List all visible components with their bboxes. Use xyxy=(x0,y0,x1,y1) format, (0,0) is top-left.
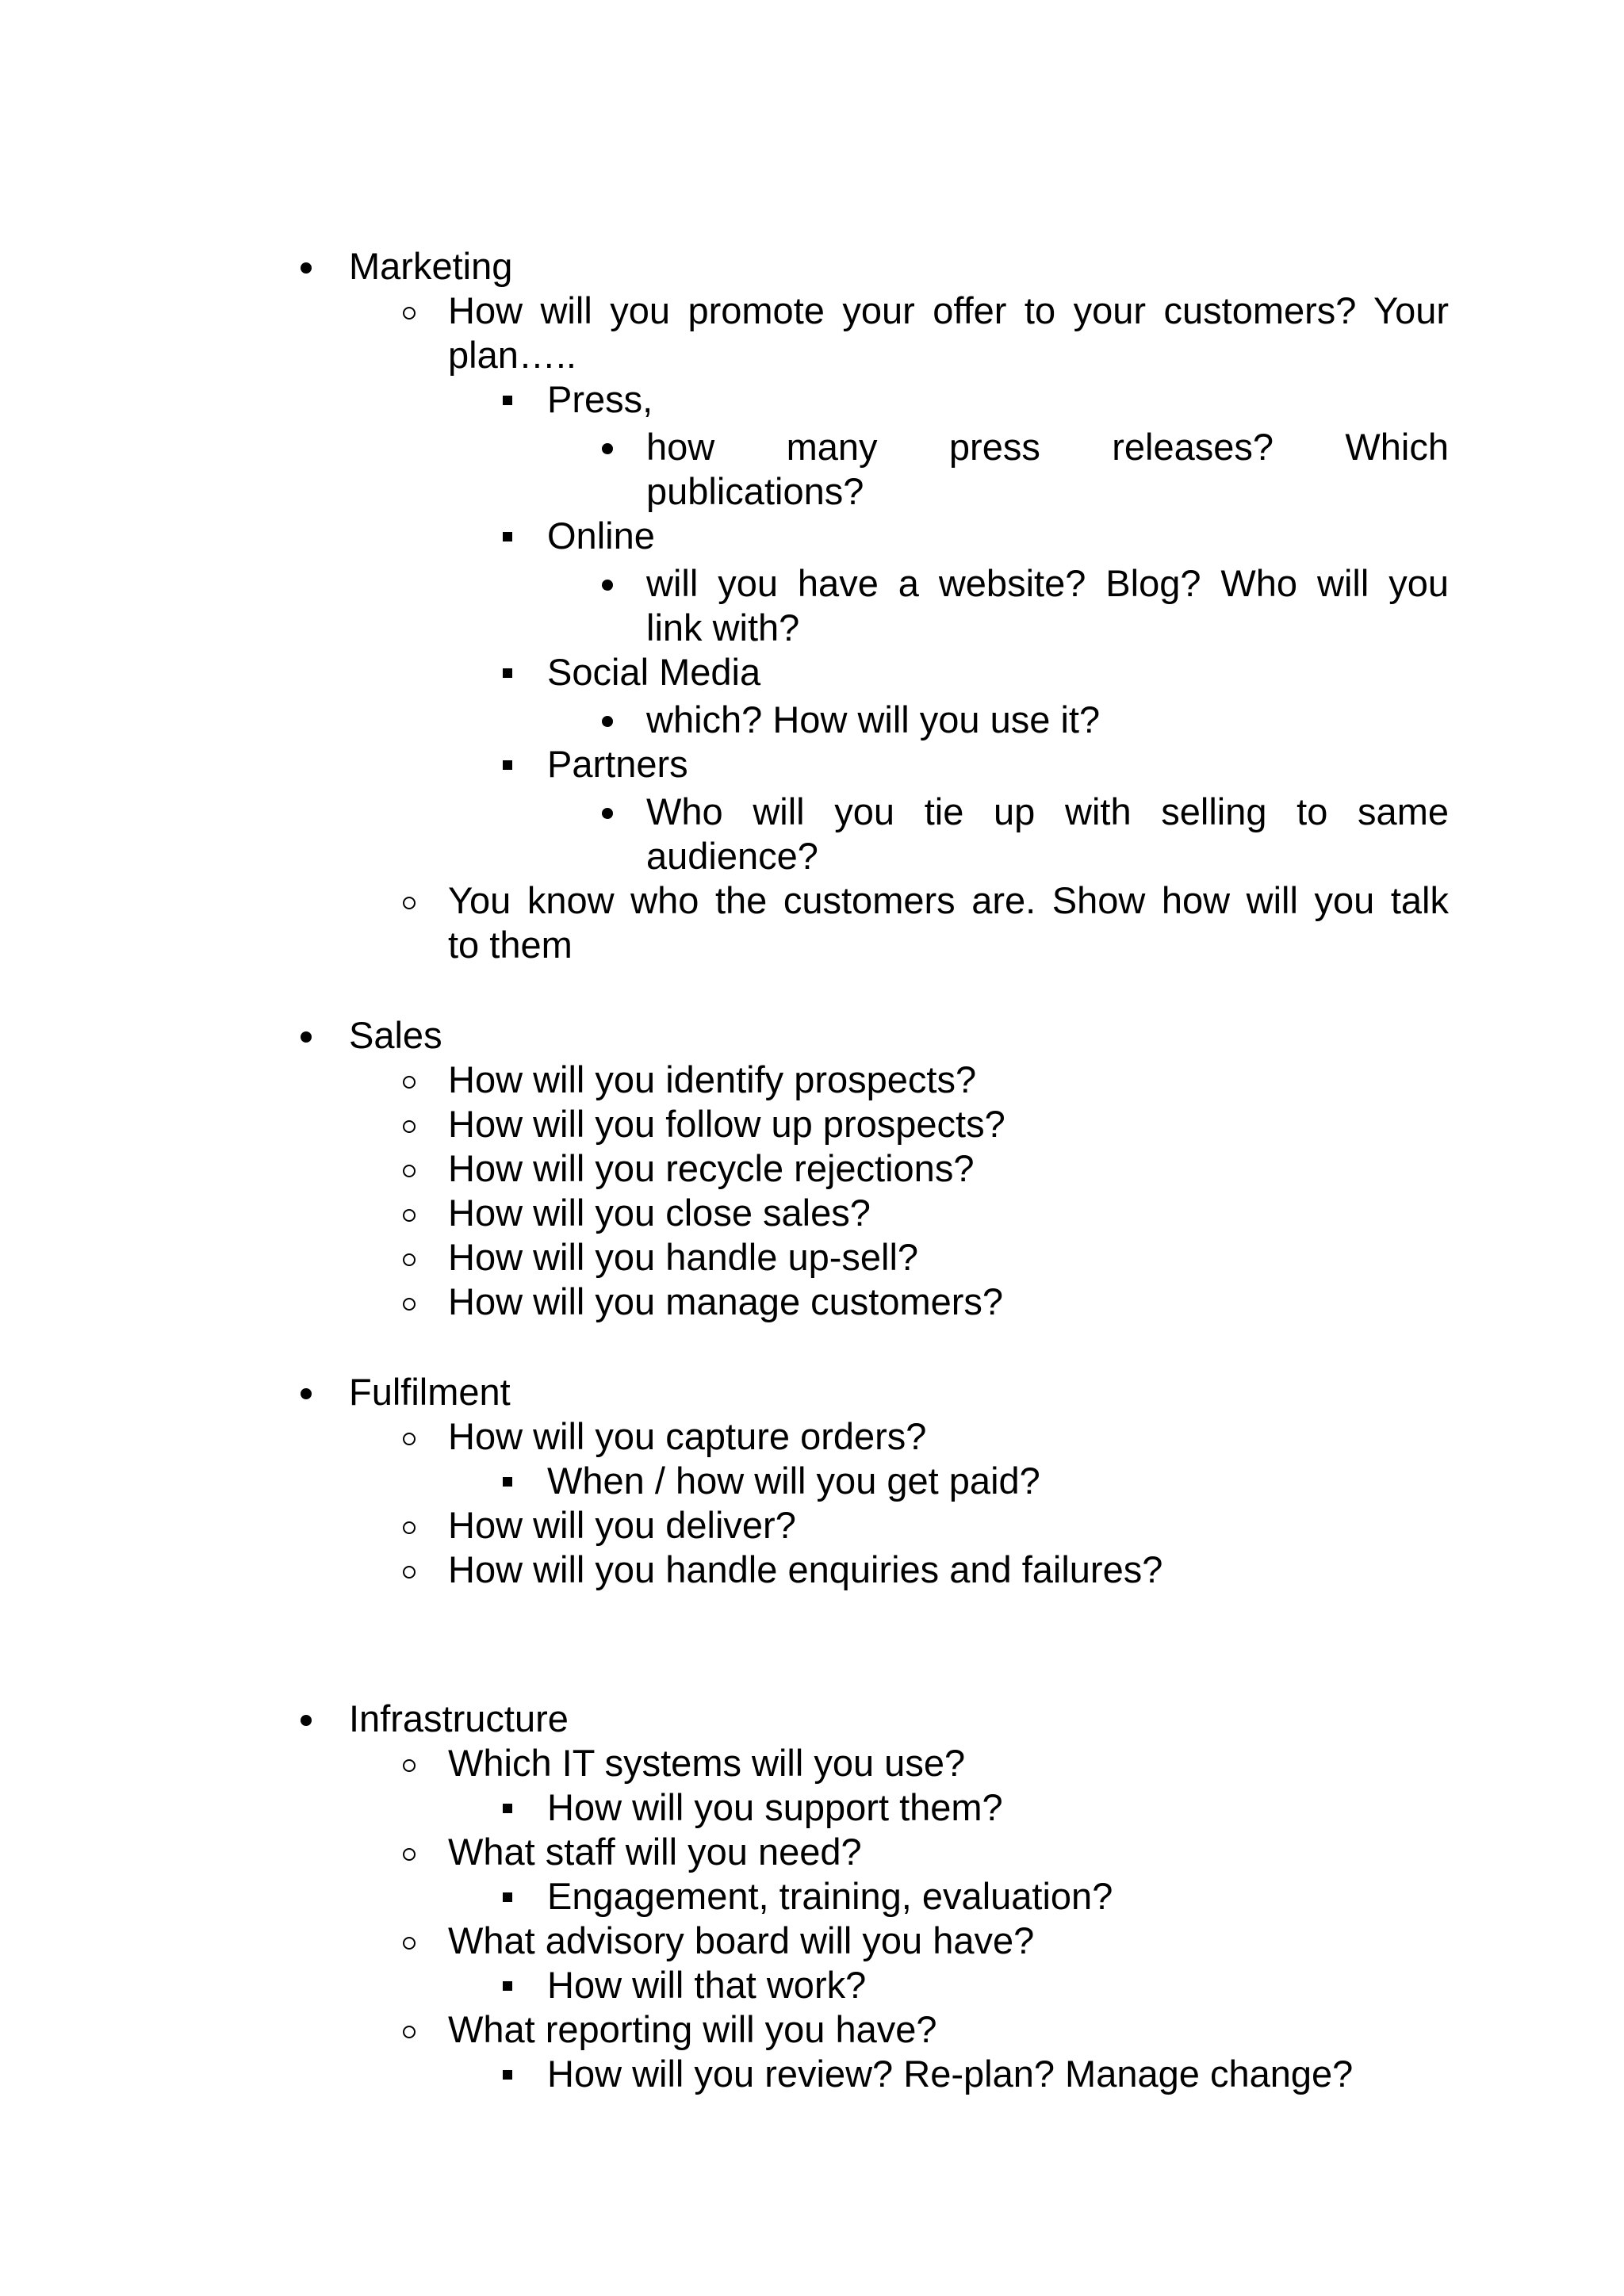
list-item-deliver: How will you deliver? xyxy=(448,1504,796,1546)
bullet-circle-icon xyxy=(393,1191,425,1235)
list-item: How will you recycle rejections? xyxy=(448,1147,975,1189)
section-heading-sales: Sales xyxy=(349,1014,442,1056)
bullet-disc-icon xyxy=(290,1013,322,1058)
bullet-circle-icon xyxy=(393,1548,425,1592)
list-item-reporting-detail: How will you review? Re-plan? Manage change? xyxy=(547,2053,1354,2095)
bullet-disc-icon xyxy=(592,425,623,469)
list-item: How will you handle up-sell? xyxy=(448,1236,919,1278)
list-item-staff-detail: Engagement, training, evaluation? xyxy=(547,1875,1113,1917)
list-item-reporting: What reporting will you have? xyxy=(448,2008,937,2050)
list-item-capture: How will you capture orders? xyxy=(448,1415,927,1457)
list-item: How will you identify prospects? xyxy=(448,1058,977,1100)
list-item-customers-cont: to them xyxy=(448,924,573,966)
bullet-square-icon xyxy=(492,1459,523,1503)
list-item-press-detail: how many press releases? Which xyxy=(646,426,1449,468)
list-item-board: What advisory board will you have? xyxy=(448,1919,1035,1961)
bullet-disc-icon xyxy=(592,561,623,606)
section-heading-marketing: Marketing xyxy=(349,245,513,287)
list-item-press-detail-cont: publications? xyxy=(646,470,864,512)
list-item-online: Online xyxy=(547,515,655,557)
bullet-square-icon xyxy=(492,1785,523,1830)
list-item-paid: When / how will you get paid? xyxy=(547,1460,1040,1502)
bullet-square-icon xyxy=(492,650,523,695)
list-item-online-detail-cont: link with? xyxy=(646,607,800,649)
bullet-disc-icon xyxy=(290,1697,322,1741)
section-heading-fulfilment: Fulfilment xyxy=(349,1371,511,1413)
list-item-it: Which IT systems will you use? xyxy=(448,1742,966,1784)
list-item-partners: Partners xyxy=(547,743,688,785)
bullet-square-icon xyxy=(492,514,523,558)
list-item-it-support: How will you support them? xyxy=(547,1786,1003,1828)
list-item-staff: What staff will you need? xyxy=(448,1831,862,1873)
bullet-circle-icon xyxy=(393,289,425,333)
bullet-square-icon xyxy=(492,2052,523,2096)
bullet-circle-icon xyxy=(393,1146,425,1191)
list-item-enquiries: How will you handle enquiries and failures? xyxy=(448,1548,1163,1590)
list-item: How will you close sales? xyxy=(448,1192,871,1234)
bullet-disc-icon xyxy=(290,244,322,289)
bullet-circle-icon xyxy=(393,1741,425,1785)
bullet-square-icon xyxy=(492,1874,523,1919)
list-item-promote-cont: plan….. xyxy=(448,334,576,376)
bullet-circle-icon xyxy=(393,878,425,923)
bullet-disc-icon xyxy=(592,790,623,834)
list-item: How will you manage customers? xyxy=(448,1280,1004,1322)
bullet-circle-icon xyxy=(393,1058,425,1102)
list-item-online-detail: will you have a website? Blog? Who will you xyxy=(646,562,1449,604)
list-item-customers: You know who the customers are. Show how will you talk xyxy=(448,879,1449,921)
bullet-circle-icon xyxy=(393,1280,425,1324)
bullet-circle-icon xyxy=(393,1414,425,1459)
bullet-circle-icon xyxy=(393,1919,425,1963)
list-item-board-detail: How will that work? xyxy=(547,1964,867,2006)
bullet-circle-icon xyxy=(393,1102,425,1146)
bullet-circle-icon xyxy=(393,1503,425,1548)
bullet-circle-icon xyxy=(393,2007,425,2052)
bullet-square-icon xyxy=(492,742,523,786)
bullet-disc-icon xyxy=(290,1370,322,1414)
list-item-social-detail: which? How will you use it? xyxy=(646,698,1101,740)
list-item: How will you follow up prospects? xyxy=(448,1103,1005,1145)
list-item-press: Press, xyxy=(547,378,653,420)
bullet-square-icon xyxy=(492,1963,523,2007)
list-item-social: Social Media xyxy=(547,651,761,693)
list-item-promote: How will you promote your offer to your customers? Your xyxy=(448,289,1449,331)
bullet-square-icon xyxy=(492,377,523,422)
bullet-circle-icon xyxy=(393,1235,425,1280)
bullet-disc-icon xyxy=(592,698,623,742)
section-heading-infrastructure: Infrastructure xyxy=(349,1697,569,1739)
list-item-partners-detail: Who will you tie up with selling to same xyxy=(646,790,1449,832)
list-item-partners-detail-cont: audience? xyxy=(646,835,818,877)
bullet-circle-icon xyxy=(393,1830,425,1874)
